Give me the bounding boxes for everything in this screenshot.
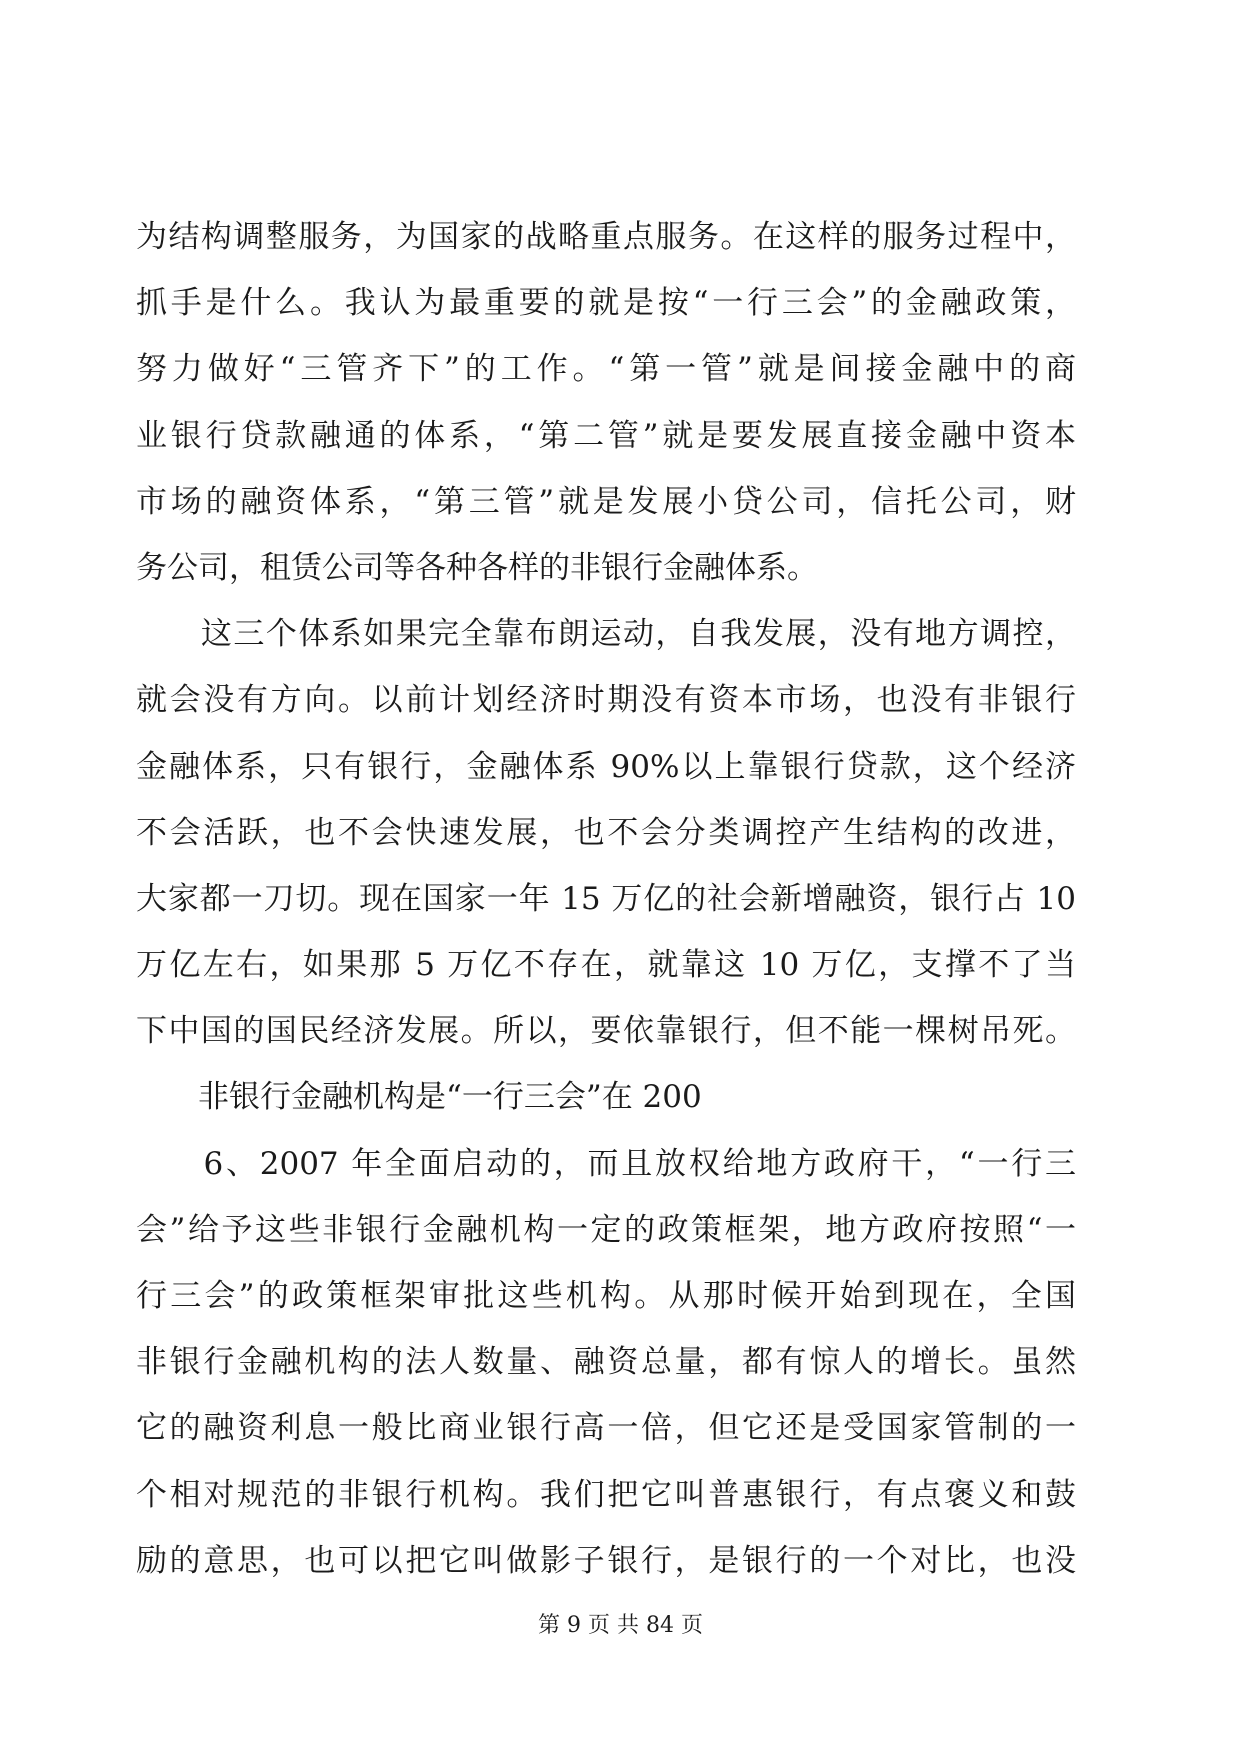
- text-line: 不会活跃，也不会快速发展，也不会分类调控产生结构的改进，: [136, 814, 1076, 851]
- text-line: 非银行金融机构的法人数量、融资总量，都有惊人的增长。虽然: [136, 1344, 1076, 1381]
- text-line: 金融体系，只有银行，金融体系 90%以上靠银行贷款，这个经济: [136, 748, 1076, 785]
- text-line: 努力做好“三管齐下”的工作。“第一管”就是间接金融中的商: [136, 351, 1076, 388]
- page-footer: 第 9 页 共 84 页: [538, 1613, 703, 1638]
- text-line: 抓手是什么。我认为最重要的就是按“一行三会”的金融政策，: [136, 285, 1076, 322]
- text-line: 励的意思，也可以把它叫做影子银行，是银行的一个对比，也没: [136, 1542, 1076, 1579]
- text-line: 为结构调整服务，为国家的战略重点服务。在这样的服务过程中，: [136, 219, 1076, 255]
- text-line: 个相对规范的非银行机构。我们把它叫普惠银行，有点褒义和鼓: [136, 1476, 1076, 1513]
- text-line: 非银行金融机构是“一行三会”在 200: [136, 1079, 702, 1116]
- text-line: 万亿左右，如果那 5 万亿不存在，就靠这 10 万亿，支撑不了当: [136, 947, 1076, 984]
- text-line: 下中国的国民经济发展。所以，要依靠银行，但不能一棵树吊死。: [136, 1013, 1076, 1050]
- text-line: 它的融资利息一般比商业银行高一倍，但它还是受国家管制的一: [136, 1410, 1076, 1447]
- text-line: 会”给予这些非银行金融机构一定的政策框架，地方政府按照“一: [136, 1211, 1076, 1248]
- text-line: 务公司，租赁公司等各种各样的非银行金融体系。: [136, 549, 818, 586]
- text-line: 就会没有方向。以前计划经济时期没有资本市场，也没有非银行: [136, 682, 1076, 719]
- text-line: 市场的融资体系，“第三管”就是发展小贷公司，信托公司，财: [136, 483, 1076, 520]
- text-line: 6、2007 年全面启动的，而且放权给地方政府干，“一行三: [136, 1145, 1076, 1182]
- body-text: [136, 204, 1076, 1594]
- text-line: 业银行贷款融通的体系，“第二管”就是要发展直接金融中资本: [136, 417, 1076, 454]
- text-line: 大家都一刀切。现在国家一年 15 万亿的社会新增融资，银行占 10: [136, 880, 1076, 917]
- text-line: 行三会”的政策框架审批这些机构。从那时候开始到现在，全国: [136, 1278, 1076, 1314]
- text-line: 这三个体系如果完全靠布朗运动，自我发展，没有地方调控，: [136, 616, 1076, 653]
